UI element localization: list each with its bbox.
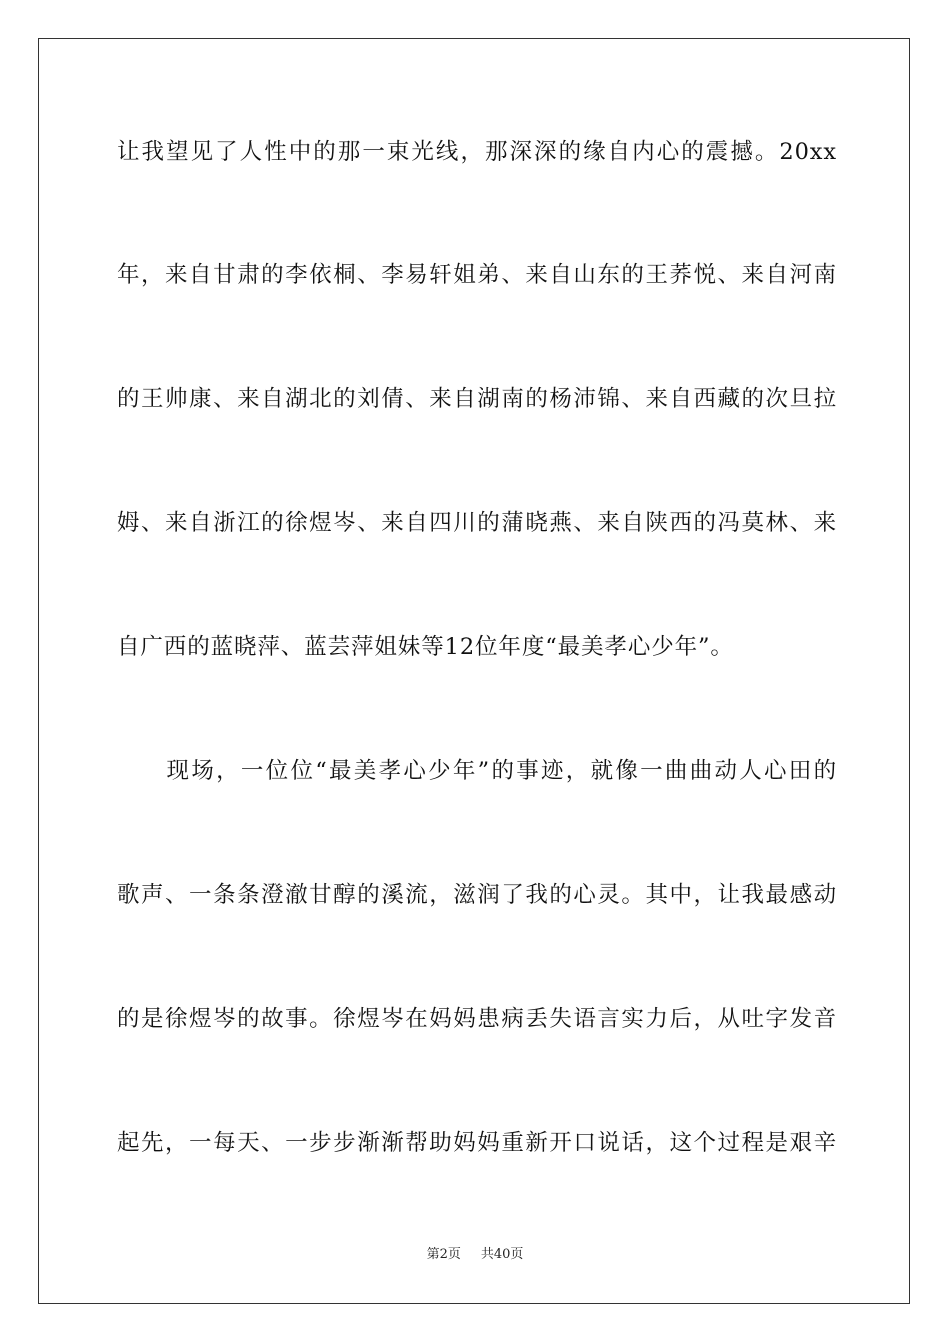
body-line-9: 起先，一每天、一步步渐渐帮助妈妈重新开口说话，这个过程是艰辛 — [117, 1130, 837, 1156]
page-border — [38, 38, 910, 1304]
body-line-5: 自广西的蓝晓萍、蓝芸萍姐妹等12位年度“最美孝心少年”。 — [117, 634, 734, 660]
body-line-7: 歌声、一条条澄澈甘醇的溪流，滋润了我的心灵。其中，让我最感动 — [117, 882, 837, 908]
page-footer — [0, 1246, 950, 1264]
body-line-6: 现场，一位位“最美孝心少年”的事迹，就像一曲曲动人心田的 — [117, 758, 837, 784]
body-line-1: 让我望见了人性中的那一束光线，那深深的缘自内心的震撼。20xx — [117, 139, 837, 165]
body-line-4: 姆、来自浙江的徐煜岑、来自四川的蒲晓燕、来自陕西的冯莫林、来 — [117, 510, 837, 536]
body-line-8: 的是徐煜岑的故事。徐煜岑在妈妈患病丢失语言实力后，从吐字发音 — [117, 1006, 837, 1032]
body-line-3: 的王帅康、来自湖北的刘倩、来自湖南的杨沛锦、来自西藏的次旦拉 — [117, 386, 837, 412]
body-line-2: 年，来自甘肃的李依桐、李易轩姐弟、来自山东的王荞悦、来自河南 — [117, 262, 837, 288]
page-number-total: 共40页 — [480, 1247, 524, 1262]
page-number-current: 第2页 — [426, 1247, 461, 1262]
